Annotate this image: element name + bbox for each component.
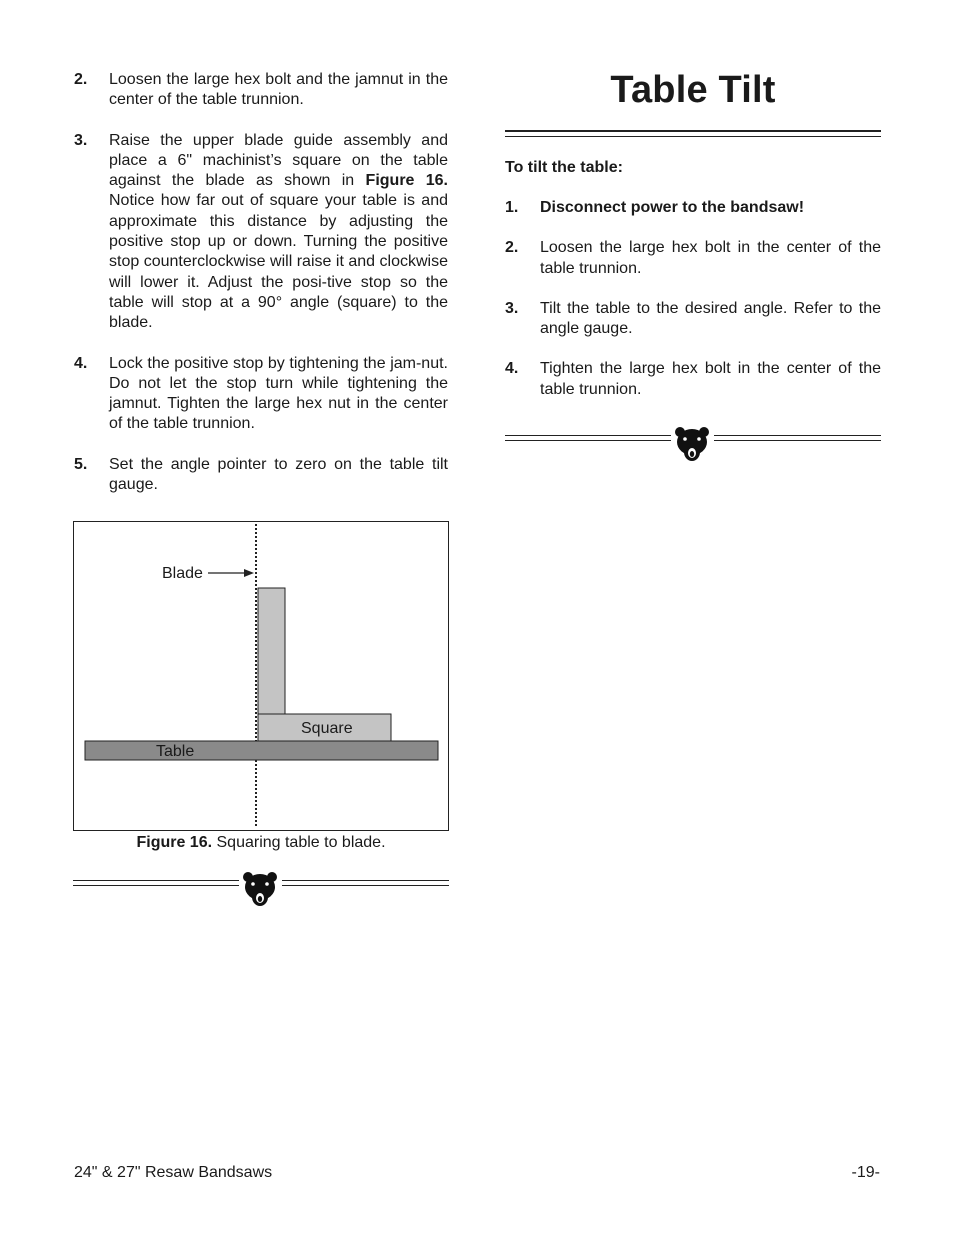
tilt-step-3 xyxy=(505,299,881,340)
section-divider xyxy=(73,868,449,908)
step-3 xyxy=(74,131,448,334)
tilt-step-2 xyxy=(505,238,881,279)
step-4 xyxy=(74,354,448,435)
step-text: Set the angle pointer to zero on the table tilt gauge. xyxy=(109,455,448,494)
step-text: Lock the positive stop by tightening the jam-nut. Do not let the stop turn while tightening the jamnut. Tighten the large hex nut in the center of the table trunnion. xyxy=(109,354,448,433)
square-label: Square xyxy=(301,720,353,737)
step-5 xyxy=(74,455,448,496)
squaring-diagram xyxy=(74,522,448,830)
step-number: 3. xyxy=(505,299,519,317)
tilt-step-4 xyxy=(505,359,881,400)
divider-line xyxy=(714,435,881,441)
figure-reference: Figure 16. xyxy=(365,172,449,190)
table-label: Table xyxy=(156,743,195,760)
step-text-part: Raise the upper blade guide assembly and place a 6" machinist’s square on the table against the blade as shown in xyxy=(109,131,448,190)
caption-ref: Figure 16. xyxy=(136,834,213,851)
step-text: Tighten the large hex bolt in the center of the table trunnion. xyxy=(540,360,881,398)
step-text: Disconnect power to the bandsaw! xyxy=(540,199,805,216)
section-title: Table Tilt xyxy=(610,69,776,111)
step-number: 4. xyxy=(505,360,519,378)
arrow-head-icon xyxy=(244,569,254,577)
step-number: 5. xyxy=(74,455,88,473)
divider-line xyxy=(505,435,671,441)
figure-16 xyxy=(73,521,449,831)
step-number: 3. xyxy=(74,131,88,149)
step-number: 2. xyxy=(505,239,519,257)
footer-title: 24" & 27" Resaw Bandsaws xyxy=(74,1164,273,1181)
procedure-heading: To tilt the table: xyxy=(505,159,623,176)
step-text xyxy=(109,131,448,334)
page-number: -19- xyxy=(851,1164,880,1181)
square-arm xyxy=(258,588,285,714)
step-text: Loosen the large hex bolt and the jamnut in the center of the table trunnion. xyxy=(109,71,448,109)
step-number: 1. xyxy=(505,199,519,216)
step-number: 4. xyxy=(74,354,88,372)
left-column xyxy=(74,70,448,515)
step-text-part: Notice how far out of square your table is and approximate this distance by adjusting the positive stop up or down. Turning the positive stop counterclockwise will raise it and clockwise will lower it. Adjust the posi-tive stop so the table will stop at a 90° angle (square) to the blade. xyxy=(109,192,448,332)
bear-head-icon xyxy=(240,868,280,908)
divider-line xyxy=(282,880,449,886)
title-rule xyxy=(505,130,881,137)
step-2 xyxy=(74,70,448,111)
right-column xyxy=(505,66,881,420)
step-text: Loosen the large hex bolt in the center of the table trunnion. xyxy=(540,239,881,277)
figure-caption xyxy=(73,833,449,853)
divider-line xyxy=(73,880,239,886)
table-shape xyxy=(85,741,438,760)
bear-head-icon xyxy=(672,423,712,463)
step-number: 2. xyxy=(74,71,88,88)
tilt-step-1 xyxy=(505,198,881,218)
caption-text: Squaring table to blade. xyxy=(212,834,386,851)
step-text: Tilt the table to the desired angle. Refer to the angle gauge. xyxy=(540,299,881,338)
blade-label: Blade xyxy=(162,565,203,582)
section-divider xyxy=(505,423,881,463)
